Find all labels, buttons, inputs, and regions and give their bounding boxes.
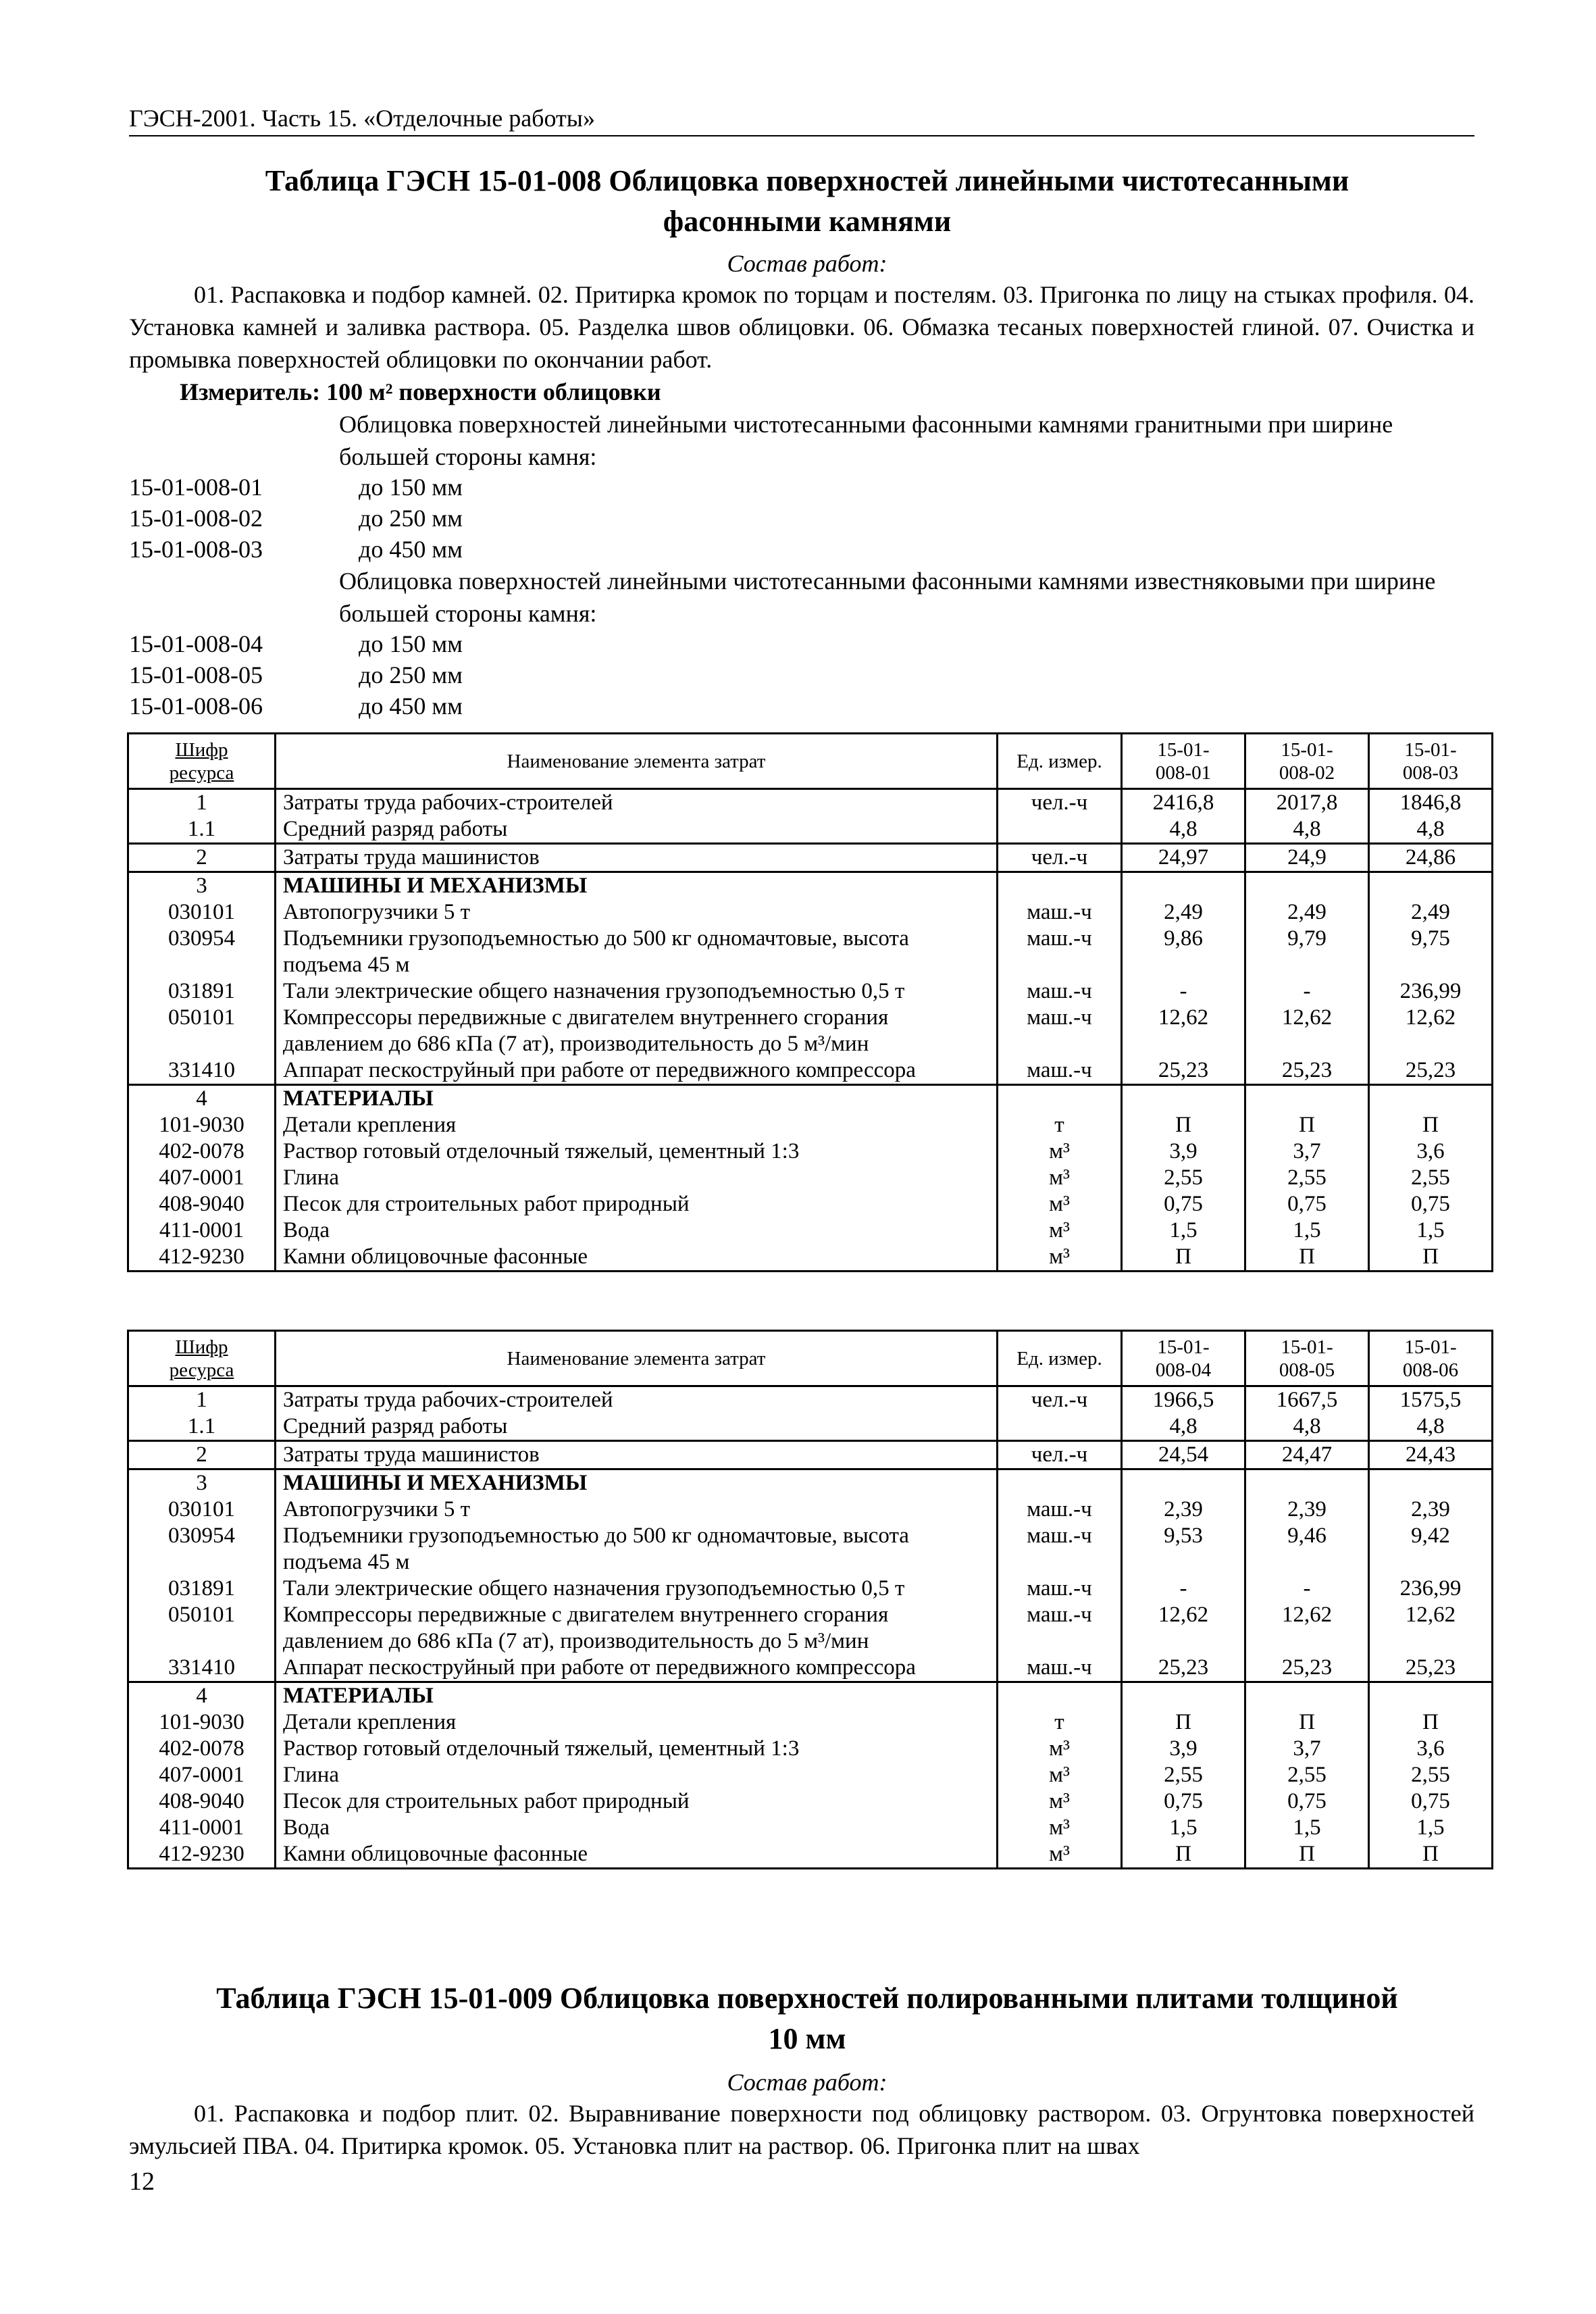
- norm-code: 15-01-008-05: [129, 661, 263, 688]
- cell-value: 0,75: [1369, 1191, 1493, 1217]
- table-row: [128, 1709, 1493, 1736]
- cell-value: 4,8: [1122, 816, 1245, 844]
- table-row: [128, 1191, 1493, 1217]
- cell-value: 1,5: [1369, 1217, 1493, 1244]
- cell-value: П: [1122, 1244, 1245, 1272]
- norm-group-heading: Облицовка поверхностей линейными чистотесанными фасонными камнями гранитными при ширине большей стороны камня:: [339, 411, 1393, 470]
- cell-name: Глина: [276, 1762, 998, 1788]
- norm-item: [129, 690, 463, 722]
- header-name: Наименование элемента затрат: [276, 1331, 998, 1386]
- cell-value: П: [1245, 1709, 1369, 1736]
- cell-code: 031891: [128, 1576, 276, 1602]
- header-norm-line: 008-04: [1155, 1359, 1212, 1381]
- cell-unit: [998, 1682, 1122, 1710]
- table-row: [128, 1815, 1493, 1841]
- cell-unit: [998, 1413, 1122, 1441]
- cell-value: 4,8: [1369, 816, 1493, 844]
- cell-code: 031891: [128, 978, 276, 1005]
- cell-value: 3,9: [1122, 1736, 1245, 1762]
- norm-item: [129, 472, 463, 503]
- cell-value: 2,55: [1122, 1165, 1245, 1191]
- norm-code: 15-01-008-02: [129, 505, 263, 532]
- header-norm-line: 15-01-: [1157, 1336, 1210, 1358]
- cell-code: 402-0078: [128, 1736, 276, 1762]
- cell-value: 2416,8: [1122, 789, 1245, 817]
- norm-code: 15-01-008-06: [129, 693, 263, 720]
- cell-value: П: [1369, 1709, 1493, 1736]
- cell-value: 1,5: [1245, 1217, 1369, 1244]
- cell-value: П: [1122, 1841, 1245, 1869]
- cell-value: -: [1122, 1576, 1245, 1602]
- cell-name: Автопогрузчики 5 т: [276, 899, 998, 926]
- table-row: [128, 1736, 1493, 1762]
- norm-text: до 450 мм: [359, 693, 463, 720]
- cell-value: 2,55: [1369, 1762, 1493, 1788]
- cell-value: 236,99: [1369, 978, 1493, 1005]
- cell-value: 12,62: [1245, 1005, 1369, 1057]
- cell-unit: [998, 872, 1122, 900]
- cell-name: Аппарат пескоструйный при работе от передвижного компрессора: [276, 1655, 998, 1682]
- measure-unit: Измеритель: 100 м² поверхности облицовки: [180, 378, 661, 405]
- table-title: [101, 161, 1513, 242]
- header-norm-line: 15-01-: [1404, 738, 1457, 761]
- cell-name: Раствор готовый отделочный тяжелый, цементный 1:3: [276, 1736, 998, 1762]
- header-code-line: Шифр: [175, 1336, 228, 1358]
- page-number: 12: [129, 2167, 155, 2196]
- table-body: [128, 1386, 1493, 1869]
- cell-name: Камни облицовочные фасонные: [276, 1841, 998, 1869]
- table-row: [128, 978, 1493, 1005]
- cell-value: 1,5: [1122, 1217, 1245, 1244]
- cell-value: 0,75: [1122, 1788, 1245, 1815]
- cell-value: 2,55: [1245, 1165, 1369, 1191]
- norm-code: 15-01-008-04: [129, 630, 263, 657]
- cell-value: [1122, 1085, 1245, 1113]
- cell-value: 25,23: [1122, 1655, 1245, 1682]
- cell-unit: т: [998, 1112, 1122, 1138]
- table-row: [128, 789, 1493, 817]
- cell-unit: маш.-ч: [998, 1005, 1122, 1057]
- table-title-line: Таблица ГЭСН 15-01-009 Облицовка поверхностей полированными плитами толщиной: [216, 1982, 1398, 2015]
- table-body: [128, 789, 1493, 1272]
- resource-table: [127, 732, 1493, 1272]
- cell-code: 408-9040: [128, 1788, 276, 1815]
- table-row: [128, 816, 1493, 844]
- cell-code: 1: [128, 1386, 276, 1414]
- cell-value: 9,46: [1245, 1523, 1369, 1576]
- cell-code: 408-9040: [128, 1191, 276, 1217]
- cell-value: П: [1369, 1841, 1493, 1869]
- header-norm: [1245, 1331, 1369, 1386]
- cell-value: 1,5: [1122, 1815, 1245, 1841]
- cell-name: Раствор готовый отделочный тяжелый, цементный 1:3: [276, 1138, 998, 1165]
- cell-value: 2017,8: [1245, 789, 1369, 817]
- cell-code: 4: [128, 1085, 276, 1113]
- table-row: [128, 926, 1493, 978]
- cell-name: МАШИНЫ И МЕХАНИЗМЫ: [276, 1469, 998, 1497]
- cell-unit: м³: [998, 1788, 1122, 1815]
- cell-unit: м³: [998, 1815, 1122, 1841]
- cell-name: Песок для строительных работ природный: [276, 1191, 998, 1217]
- cell-value: 9,86: [1122, 926, 1245, 978]
- norm-item: [129, 534, 463, 565]
- cell-value: П: [1122, 1709, 1245, 1736]
- table-row: [128, 1217, 1493, 1244]
- cell-value: П: [1369, 1244, 1493, 1272]
- cell-name: Средний разряд работы: [276, 1413, 998, 1441]
- table-title-line: Таблица ГЭСН 15-01-008 Облицовка поверхностей линейными чистотесанными: [265, 164, 1349, 197]
- works-label: Состав работ:: [727, 2069, 887, 2096]
- header-norm-line: 15-01-: [1404, 1336, 1457, 1358]
- cell-code: 331410: [128, 1655, 276, 1682]
- cell-value: 12,62: [1369, 1005, 1493, 1057]
- cell-value: 3,7: [1245, 1138, 1369, 1165]
- cell-name: Компрессоры передвижные с двигателем внутреннего сгорания давлением до 686 кПа (7 ат), производительность до 5 м³/мин: [276, 1005, 998, 1057]
- header-unit: Ед. измер.: [998, 1331, 1122, 1386]
- cell-value: 24,9: [1245, 844, 1369, 872]
- cell-value: 3,9: [1122, 1138, 1245, 1165]
- cell-unit: м³: [998, 1217, 1122, 1244]
- cell-value: 4,8: [1122, 1413, 1245, 1441]
- cell-unit: м³: [998, 1191, 1122, 1217]
- header-norm: [1369, 1331, 1493, 1386]
- cell-value: 2,49: [1245, 899, 1369, 926]
- header-code-line: ресурса: [169, 761, 234, 784]
- header-norm: [1245, 734, 1369, 789]
- header-name: Наименование элемента затрат: [276, 734, 998, 789]
- cell-value: 12,62: [1369, 1602, 1493, 1655]
- cell-name: Глина: [276, 1165, 998, 1191]
- table-row: [128, 1244, 1493, 1272]
- cell-value: 3,6: [1369, 1736, 1493, 1762]
- cell-name: Подъемники грузоподъемностью до 500 кг одномачтовые, высота подъема 45 м: [276, 1523, 998, 1576]
- cell-unit: маш.-ч: [998, 926, 1122, 978]
- cell-unit: м³: [998, 1244, 1122, 1272]
- table-row: [128, 1469, 1493, 1497]
- header-code-line: Шифр: [175, 738, 228, 761]
- cell-value: 2,55: [1369, 1165, 1493, 1191]
- cell-code: 101-9030: [128, 1112, 276, 1138]
- cell-value: 24,47: [1245, 1441, 1369, 1469]
- cell-value: П: [1245, 1112, 1369, 1138]
- header-code: [128, 734, 276, 789]
- cell-name: МАТЕРИАЛЫ: [276, 1682, 998, 1710]
- cell-name: Автопогрузчики 5 т: [276, 1496, 998, 1523]
- table-row: [128, 1005, 1493, 1057]
- norm-item: [129, 628, 463, 659]
- cell-value: 0,75: [1369, 1788, 1493, 1815]
- norm-item: [129, 503, 463, 534]
- cell-value: 2,39: [1369, 1496, 1493, 1523]
- cell-value: 24,43: [1369, 1441, 1493, 1469]
- cell-unit: чел.-ч: [998, 789, 1122, 817]
- cell-unit: маш.-ч: [998, 978, 1122, 1005]
- cell-value: 12,62: [1122, 1602, 1245, 1655]
- table-row: [128, 1841, 1493, 1869]
- cell-unit: маш.-ч: [998, 1496, 1122, 1523]
- cell-code: 1.1: [128, 816, 276, 844]
- cell-code: 050101: [128, 1602, 276, 1655]
- cell-value: 9,79: [1245, 926, 1369, 978]
- table-row: [128, 1655, 1493, 1682]
- cell-unit: [998, 1469, 1122, 1497]
- cell-value: [1369, 1085, 1493, 1113]
- table-row: [128, 844, 1493, 872]
- cell-value: 1966,5: [1122, 1386, 1245, 1414]
- table-row: [128, 1057, 1493, 1085]
- cell-unit: м³: [998, 1736, 1122, 1762]
- cell-value: [1122, 1469, 1245, 1497]
- cell-code: 4: [128, 1682, 276, 1710]
- table-row: [128, 1523, 1493, 1576]
- header-code: [128, 1331, 276, 1386]
- cell-unit: [998, 816, 1122, 844]
- cell-value: 2,49: [1122, 899, 1245, 926]
- header-code-line: ресурса: [169, 1359, 234, 1381]
- cell-code: 101-9030: [128, 1709, 276, 1736]
- cell-code: 331410: [128, 1057, 276, 1085]
- cell-value: [1122, 872, 1245, 900]
- cell-value: 24,86: [1369, 844, 1493, 872]
- cell-value: 3,6: [1369, 1138, 1493, 1165]
- header-norm-line: 008-01: [1155, 761, 1212, 784]
- cell-code: 030954: [128, 1523, 276, 1576]
- works-description: 01. Распаковка и подбор камней. 02. Притирка кромок по торцам и постелям. 03. Пригонка по лицу на стыках профиля. 04. Установка камней и заливка раствора. 05. Разделка швов облицовки. 06. Обмазка тесаных поверхностей глиной. 07. Очистка и промывка поверхностей облицовки по окончании работ.: [129, 281, 1474, 373]
- table-header: [128, 1331, 1493, 1386]
- works-description: 01. Распаковка и подбор плит. 02. Выравнивание поверхности под облицовку раствором. 03. Огрунтовка поверхностей эмульсией ПВА. 04. Притирка кромок. 05. Установка плит на раствор. 06. Пригонка плит на швах: [129, 2100, 1474, 2159]
- cell-value: 2,55: [1245, 1762, 1369, 1788]
- norm-code: 15-01-008-01: [129, 474, 263, 501]
- norm-code: 15-01-008-03: [129, 536, 263, 563]
- cell-code: 2: [128, 1441, 276, 1469]
- cell-code: 1: [128, 789, 276, 817]
- cell-name: Подъемники грузоподъемностью до 500 кг одномачтовые, высота подъема 45 м: [276, 926, 998, 978]
- cell-value: 4,8: [1245, 816, 1369, 844]
- cell-value: 3,7: [1245, 1736, 1369, 1762]
- header-norm-line: 15-01-: [1157, 738, 1210, 761]
- cell-value: [1245, 1469, 1369, 1497]
- cell-value: 236,99: [1369, 1576, 1493, 1602]
- cell-name: Компрессоры передвижные с двигателем внутреннего сгорания давлением до 686 кПа (7 ат), производительность до 5 м³/мин: [276, 1602, 998, 1655]
- table-header: [128, 734, 1493, 789]
- table-row: [128, 1138, 1493, 1165]
- cell-value: -: [1122, 978, 1245, 1005]
- cell-value: 12,62: [1122, 1005, 1245, 1057]
- cell-unit: чел.-ч: [998, 844, 1122, 872]
- cell-value: 1,5: [1369, 1815, 1493, 1841]
- cell-name: Средний разряд работы: [276, 816, 998, 844]
- table-title-line: фасонными камнями: [663, 205, 952, 238]
- cell-value: [1245, 1085, 1369, 1113]
- cell-code: 407-0001: [128, 1762, 276, 1788]
- cell-value: 25,23: [1369, 1057, 1493, 1085]
- table-row: [128, 1413, 1493, 1441]
- cell-unit: чел.-ч: [998, 1441, 1122, 1469]
- cell-name: МАТЕРИАЛЫ: [276, 1085, 998, 1113]
- cell-value: 0,75: [1245, 1788, 1369, 1815]
- cell-value: 2,55: [1122, 1762, 1245, 1788]
- cell-unit: маш.-ч: [998, 1523, 1122, 1576]
- cell-name: Камни облицовочные фасонные: [276, 1244, 998, 1272]
- table-row: [128, 1165, 1493, 1191]
- cell-unit: маш.-ч: [998, 1602, 1122, 1655]
- norm-text: до 150 мм: [359, 630, 463, 657]
- cell-code: 050101: [128, 1005, 276, 1057]
- cell-value: [1245, 872, 1369, 900]
- table-row: [128, 1112, 1493, 1138]
- cell-value: 2,39: [1122, 1496, 1245, 1523]
- header-norm-line: 008-02: [1279, 761, 1335, 784]
- cell-unit: маш.-ч: [998, 1057, 1122, 1085]
- cell-name: Тали электрические общего назначения грузоподъемностью 0,5 т: [276, 1576, 998, 1602]
- cell-code: 030954: [128, 926, 276, 978]
- cell-unit: м³: [998, 1841, 1122, 1869]
- cell-value: 1846,8: [1369, 789, 1493, 817]
- cell-value: 25,23: [1122, 1057, 1245, 1085]
- table-row: [128, 1602, 1493, 1655]
- cell-unit: м³: [998, 1165, 1122, 1191]
- cell-unit: маш.-ч: [998, 899, 1122, 926]
- cell-code: 3: [128, 872, 276, 900]
- cell-value: П: [1245, 1244, 1369, 1272]
- cell-code: 411-0001: [128, 1217, 276, 1244]
- table-row: [128, 1386, 1493, 1414]
- cell-name: МАШИНЫ И МЕХАНИЗМЫ: [276, 872, 998, 900]
- table-title-line: 10 мм: [768, 2022, 846, 2055]
- table-title: [101, 1978, 1513, 2059]
- cell-value: 24,97: [1122, 844, 1245, 872]
- cell-name: Детали крепления: [276, 1709, 998, 1736]
- cell-unit: м³: [998, 1762, 1122, 1788]
- cell-value: 4,8: [1245, 1413, 1369, 1441]
- table-row: [128, 1788, 1493, 1815]
- cell-value: 0,75: [1245, 1191, 1369, 1217]
- cell-unit: маш.-ч: [998, 1576, 1122, 1602]
- cell-code: 402-0078: [128, 1138, 276, 1165]
- table-row: [128, 1682, 1493, 1710]
- cell-value: 25,23: [1369, 1655, 1493, 1682]
- norm-text: до 450 мм: [359, 536, 463, 563]
- cell-name: Затраты труда машинистов: [276, 844, 998, 872]
- cell-name: Вода: [276, 1217, 998, 1244]
- works-label: Состав работ:: [727, 250, 887, 277]
- norm-text: до 250 мм: [359, 661, 463, 688]
- cell-code: 030101: [128, 899, 276, 926]
- table-row: [128, 1576, 1493, 1602]
- header-norm: [1122, 734, 1245, 789]
- cell-value: 1,5: [1245, 1815, 1369, 1841]
- cell-value: П: [1245, 1841, 1369, 1869]
- table-row: [128, 1496, 1493, 1523]
- cell-value: 12,62: [1245, 1602, 1369, 1655]
- cell-value: [1369, 1469, 1493, 1497]
- cell-value: 0,75: [1122, 1191, 1245, 1217]
- cell-value: [1369, 1682, 1493, 1710]
- table-row: [128, 1762, 1493, 1788]
- table-row: [128, 872, 1493, 900]
- cell-name: Песок для строительных работ природный: [276, 1788, 998, 1815]
- cell-code: 1.1: [128, 1413, 276, 1441]
- norm-item: [129, 659, 463, 690]
- cell-value: 9,53: [1122, 1523, 1245, 1576]
- cell-name: Тали электрические общего назначения грузоподъемностью 0,5 т: [276, 978, 998, 1005]
- cell-code: 030101: [128, 1496, 276, 1523]
- cell-value: 25,23: [1245, 1655, 1369, 1682]
- resource-table: [127, 1330, 1493, 1869]
- cell-value: 9,42: [1369, 1523, 1493, 1576]
- cell-value: 24,54: [1122, 1441, 1245, 1469]
- cell-value: 4,8: [1369, 1413, 1493, 1441]
- cell-value: -: [1245, 978, 1369, 1005]
- header-unit: Ед. измер.: [998, 734, 1122, 789]
- cell-unit: м³: [998, 1138, 1122, 1165]
- header-norm-line: 15-01-: [1281, 1336, 1333, 1358]
- table-row: [128, 1085, 1493, 1113]
- norm-text: до 250 мм: [359, 505, 463, 532]
- header-norm-line: 008-03: [1402, 761, 1459, 784]
- header-norm-line: 15-01-: [1281, 738, 1333, 761]
- cell-code: 412-9230: [128, 1841, 276, 1869]
- cell-name: Затраты труда рабочих-строителей: [276, 1386, 998, 1414]
- cell-value: П: [1369, 1112, 1493, 1138]
- cell-code: 411-0001: [128, 1815, 276, 1841]
- norm-text: до 150 мм: [359, 474, 463, 501]
- cell-name: Затраты труда машинистов: [276, 1441, 998, 1469]
- cell-value: 25,23: [1245, 1057, 1369, 1085]
- cell-code: 412-9230: [128, 1244, 276, 1272]
- table-row: [128, 1441, 1493, 1469]
- cell-value: 9,75: [1369, 926, 1493, 978]
- cell-value: 1667,5: [1245, 1386, 1369, 1414]
- cell-value: [1369, 872, 1493, 900]
- cell-code: 407-0001: [128, 1165, 276, 1191]
- cell-unit: [998, 1085, 1122, 1113]
- cell-name: Вода: [276, 1815, 998, 1841]
- cell-code: 2: [128, 844, 276, 872]
- table-row: [128, 899, 1493, 926]
- cell-name: Аппарат пескоструйный при работе от передвижного компрессора: [276, 1057, 998, 1085]
- cell-value: -: [1245, 1576, 1369, 1602]
- cell-value: [1122, 1682, 1245, 1710]
- header-norm: [1122, 1331, 1245, 1386]
- cell-unit: т: [998, 1709, 1122, 1736]
- cell-unit: маш.-ч: [998, 1655, 1122, 1682]
- header-norm-line: 008-05: [1279, 1359, 1335, 1381]
- norm-group-heading: Облицовка поверхностей линейными чистотесанными фасонными камнями известняковыми при ширине большей стороны камня:: [339, 568, 1436, 627]
- cell-value: 2,49: [1369, 899, 1493, 926]
- cell-code: 3: [128, 1469, 276, 1497]
- cell-unit: чел.-ч: [998, 1386, 1122, 1414]
- cell-name: Детали крепления: [276, 1112, 998, 1138]
- cell-value: 2,39: [1245, 1496, 1369, 1523]
- header-norm-line: 008-06: [1402, 1359, 1459, 1381]
- cell-value: 1575,5: [1369, 1386, 1493, 1414]
- cell-name: Затраты труда рабочих-строителей: [276, 789, 998, 817]
- running-head: ГЭСН-2001. Часть 15. «Отделочные работы»: [129, 103, 1474, 136]
- cell-value: П: [1122, 1112, 1245, 1138]
- cell-value: [1245, 1682, 1369, 1710]
- header-norm: [1369, 734, 1493, 789]
